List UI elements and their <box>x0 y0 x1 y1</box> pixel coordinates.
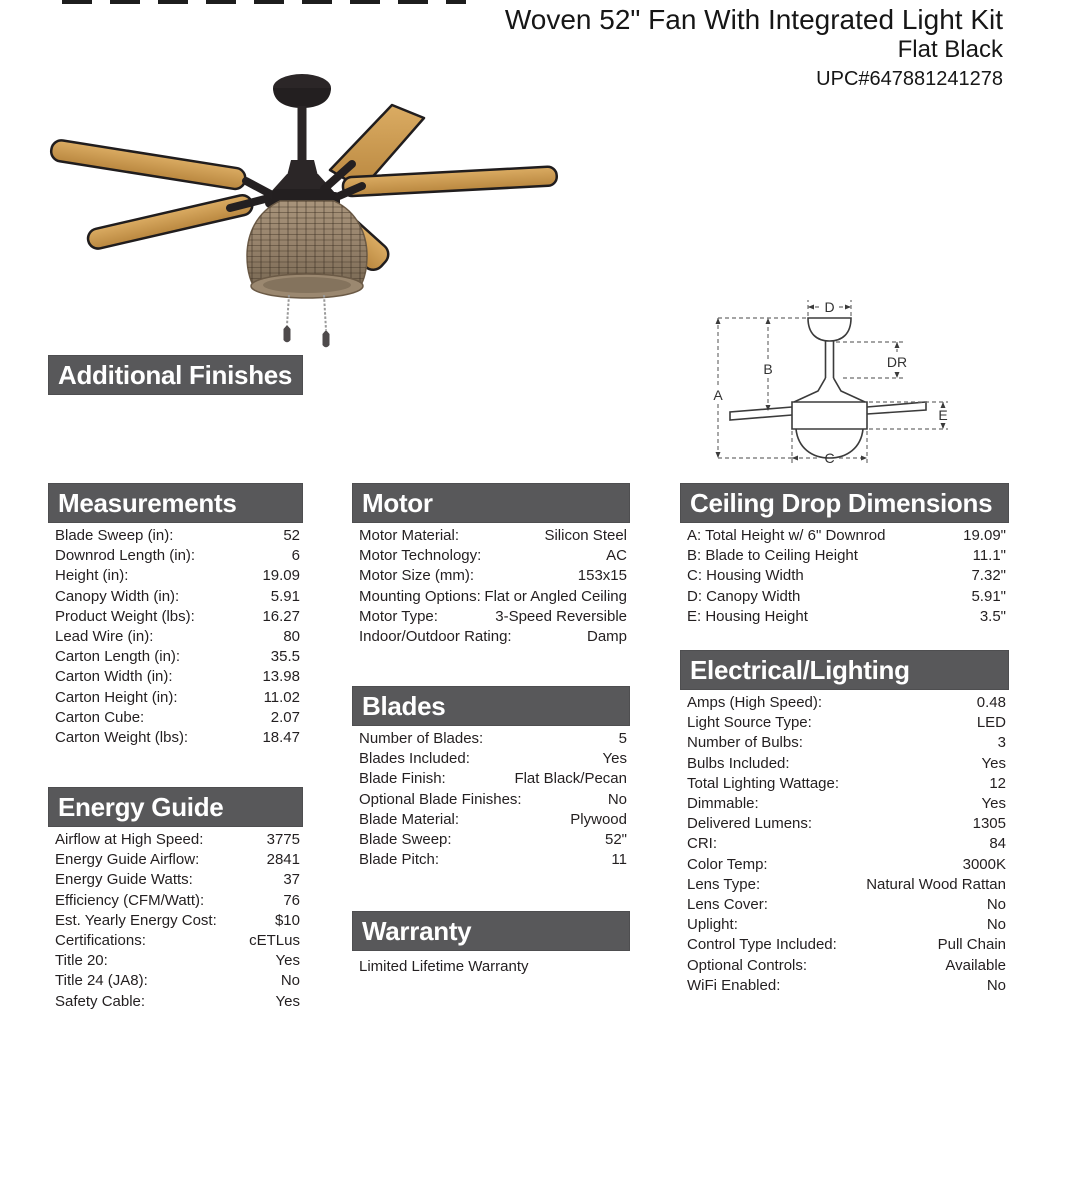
spec-value: Yes <box>602 750 627 768</box>
spec-value: 2841 <box>266 851 300 869</box>
spec-row <box>680 895 1009 915</box>
spec-value: Yes <box>981 795 1006 813</box>
spec-row <box>48 870 303 890</box>
spec-row <box>680 526 1009 546</box>
spec-row <box>48 627 303 647</box>
spec-value: 11.02 <box>263 688 300 706</box>
section-blades <box>352 686 630 870</box>
fan-coupler <box>287 160 318 176</box>
spec-value: Damp <box>586 628 627 646</box>
spec-row <box>680 855 1009 875</box>
spec-value: Plywood <box>570 810 627 828</box>
spec-label: Carton Width (in): <box>55 668 173 686</box>
section-header-ceiling-drop <box>680 483 1009 523</box>
spec-value: No <box>986 976 1006 994</box>
spec-value: 1305 <box>972 815 1006 833</box>
spec-row <box>48 728 303 748</box>
spec-row <box>48 566 303 586</box>
spec-value: Natural Wood Rattan <box>866 875 1006 893</box>
ceiling-drop-rows <box>680 526 1009 627</box>
section-motor <box>352 483 630 647</box>
section-warranty <box>352 911 630 977</box>
section-title: Warranty <box>362 916 472 946</box>
spec-row <box>680 754 1009 774</box>
spec-value: 76 <box>283 891 300 909</box>
spec-row <box>680 774 1009 794</box>
warranty-note: Limited Lifetime Warranty <box>359 958 529 975</box>
spec-value: No <box>986 896 1006 914</box>
spec-label: Energy Guide Watts: <box>55 871 193 889</box>
spec-label: Amps (High Speed): <box>687 694 823 711</box>
spec-label: Color Temp: <box>687 855 768 873</box>
spec-label: Efficiency (CFM/Watt): <box>55 891 205 909</box>
spec-row <box>352 607 630 627</box>
spec-row <box>48 546 303 566</box>
spec-row <box>352 749 630 769</box>
spec-label: B: Blade to Ceiling Height <box>687 547 858 565</box>
spec-row <box>352 546 630 566</box>
spec-label: Title 20: <box>55 952 108 970</box>
spec-label: Est. Yearly Energy Cost: <box>55 911 217 929</box>
spec-value: 6 <box>291 547 300 565</box>
spec-label: Motor Size (mm): <box>359 567 475 585</box>
spec-row <box>680 794 1009 814</box>
spec-row <box>680 915 1009 935</box>
spec-value: 3775 <box>266 831 300 848</box>
spec-value: 0.48 <box>976 694 1006 711</box>
spec-label: Blade Pitch: <box>359 851 440 869</box>
spec-label: Mounting Options: <box>359 587 481 605</box>
spec-value: Available <box>945 956 1006 974</box>
spec-label: Blade Finish: <box>359 770 446 788</box>
spec-row <box>352 810 630 830</box>
spec-label: Safety Cable: <box>55 992 146 1010</box>
section-title: Ceiling Drop Dimensions <box>690 488 993 518</box>
spec-label: Optional Controls: <box>687 956 808 974</box>
spec-label: Carton Height (in): <box>55 688 178 706</box>
rattan-basket-shade <box>245 195 370 298</box>
spec-label: Blade Sweep (in): <box>55 527 174 544</box>
spec-value: 19.09" <box>963 527 1006 544</box>
diagram-label-d: D <box>824 299 835 315</box>
spec-row <box>48 647 303 667</box>
spec-value: 11 <box>611 851 627 869</box>
spec-label: Number of Bulbs: <box>687 734 803 752</box>
additional-finishes-section <box>48 355 303 395</box>
spec-label: D: Canopy Width <box>687 587 801 605</box>
spec-row <box>352 850 630 870</box>
spec-row <box>680 834 1009 854</box>
spec-value: 37 <box>283 871 300 889</box>
spec-value: 3000K <box>962 855 1006 873</box>
spec-value: 5.91" <box>971 587 1006 605</box>
spec-label: Carton Weight (lbs): <box>55 729 189 747</box>
spec-label: Title 24 (JA8): <box>55 972 148 990</box>
spec-row <box>352 830 630 850</box>
spec-value: 84 <box>989 835 1006 853</box>
spec-label: Blade Material: <box>359 810 460 828</box>
spec-value: 80 <box>283 628 300 646</box>
spec-label: Airflow at High Speed: <box>55 831 204 848</box>
diagram-label-dr: DR <box>886 354 908 370</box>
spec-row <box>680 935 1009 955</box>
ceiling-drop-diagram <box>708 290 960 470</box>
section-header-energy-guide <box>48 787 303 827</box>
spec-label: Product Weight (lbs): <box>55 607 195 625</box>
section-header-warranty <box>352 911 630 951</box>
electrical-rows <box>680 693 1009 996</box>
spec-value: Yes <box>275 992 300 1010</box>
spec-value: $10 <box>274 911 300 929</box>
spec-row <box>680 713 1009 733</box>
spec-label: WiFi Enabled: <box>687 976 781 994</box>
spec-row <box>680 546 1009 566</box>
spec-label: A: Total Height w/ 6" Downrod <box>687 527 886 544</box>
spec-row <box>680 566 1009 586</box>
spec-row <box>680 587 1009 607</box>
fan-downrod <box>298 106 307 162</box>
spec-value: 11.1" <box>972 547 1006 565</box>
spec-row <box>352 769 630 789</box>
spec-label: Lead Wire (in): <box>55 628 154 646</box>
spec-label: Number of Blades: <box>359 730 484 747</box>
spec-value: 52" <box>604 831 627 849</box>
spec-value: Flat or Angled Ceiling <box>484 587 627 605</box>
spec-label: Carton Length (in): <box>55 648 181 666</box>
spec-value: No <box>280 972 300 990</box>
section-title: Electrical/Lighting <box>690 655 910 685</box>
spec-row <box>48 992 303 1012</box>
spec-value: 3 <box>997 734 1006 752</box>
spec-label: Blades Included: <box>359 750 470 768</box>
spec-value: 18.47 <box>262 729 300 747</box>
spec-label: Energy Guide Airflow: <box>55 851 200 869</box>
spec-value: No <box>986 916 1006 934</box>
product-title: Woven 52" Fan With Integrated Light Kit <box>504 4 1003 35</box>
cropped-header-text-remnant <box>62 0 466 4</box>
spec-label: Optional Blade Finishes: <box>359 790 522 808</box>
spec-row <box>680 976 1009 996</box>
spec-label: Total Lighting Wattage: <box>687 774 840 792</box>
spec-row <box>48 951 303 971</box>
spec-row <box>680 875 1009 895</box>
section-electrical-lighting <box>680 650 1009 996</box>
spec-row <box>48 607 303 627</box>
pull-chains <box>284 295 330 347</box>
spec-value: cETLus <box>249 932 300 950</box>
section-measurements <box>48 483 303 748</box>
section-title: Energy Guide <box>58 792 224 822</box>
spec-row <box>352 587 630 607</box>
diagram-label-b: B <box>763 361 773 377</box>
spec-row <box>352 729 630 749</box>
spec-value: 35.5 <box>270 648 300 666</box>
spec-row <box>48 891 303 911</box>
spec-row <box>48 830 303 850</box>
spec-row <box>48 587 303 607</box>
spec-row <box>48 667 303 687</box>
spec-row <box>352 627 630 647</box>
motor-rows <box>352 526 630 647</box>
spec-value: Pull Chain <box>937 936 1006 954</box>
section-title: Measurements <box>58 488 237 518</box>
spec-label: Control Type Included: <box>687 936 837 954</box>
section-header-measurements <box>48 483 303 523</box>
spec-value: LED <box>976 714 1006 732</box>
section-header-electrical-lighting <box>680 650 1009 690</box>
spec-value: 3.5" <box>979 607 1006 625</box>
spec-row <box>48 708 303 728</box>
spec-value: 19.09 <box>262 567 300 585</box>
spec-label: Dimmable: <box>687 795 759 813</box>
spec-row <box>48 526 303 546</box>
diagram-label-c: C <box>824 450 835 466</box>
spec-row <box>48 911 303 931</box>
spec-label: Delivered Lumens: <box>687 815 813 833</box>
section-title: Motor <box>362 488 433 518</box>
section-energy-guide <box>48 787 303 1012</box>
spec-value: 5 <box>618 730 627 747</box>
spec-value: Flat Black/Pecan <box>514 770 627 788</box>
fan-canopy <box>273 74 331 108</box>
spec-row <box>680 814 1009 834</box>
spec-label: E: Housing Height <box>687 607 808 625</box>
spec-label: Blade Sweep: <box>359 831 452 849</box>
spec-row <box>352 566 630 586</box>
spec-row <box>680 733 1009 753</box>
spec-row <box>680 693 1009 713</box>
diagram-arrowheads <box>716 305 946 461</box>
spec-label: Motor Type: <box>359 607 438 625</box>
spec-value: 5.91 <box>270 587 300 605</box>
spec-value: 13.98 <box>262 668 300 686</box>
product-upc: UPC#647881241278 <box>816 68 1003 90</box>
diagram-fan-outline <box>730 318 926 458</box>
spec-label: Lens Type: <box>687 875 761 893</box>
diagram-dimension-lines <box>718 300 948 465</box>
spec-row <box>48 688 303 708</box>
additional-finishes-title: Additional Finishes <box>58 360 293 390</box>
spec-label: C: Housing Width <box>687 567 804 585</box>
spec-row <box>48 850 303 870</box>
spec-value: 153x15 <box>577 567 627 585</box>
spec-value: 12 <box>989 774 1006 792</box>
spec-row <box>352 526 630 546</box>
blades-rows <box>352 729 630 870</box>
spec-label: Uplight: <box>687 916 738 934</box>
spec-value: 7.32" <box>971 567 1006 585</box>
diagram-label-e: E <box>938 407 948 423</box>
section-header-blades <box>352 686 630 726</box>
spec-value: AC <box>606 547 627 565</box>
spec-label: Certifications: <box>55 932 146 950</box>
section-title: Blades <box>362 691 446 721</box>
section-ceiling-drop-dimensions <box>680 483 1009 627</box>
fan-blade-left <box>50 139 247 190</box>
spec-value: 3-Speed Reversible <box>495 607 627 625</box>
additional-finishes-header <box>48 355 303 395</box>
spec-label: Lens Cover: <box>687 896 768 914</box>
spec-row <box>48 931 303 951</box>
spec-label: CRI: <box>687 835 717 853</box>
spec-label: Height (in): <box>55 567 129 585</box>
spec-label: Motor Material: <box>359 527 460 544</box>
spec-row <box>680 607 1009 627</box>
spec-row <box>352 790 630 810</box>
fan-blade-lower-left <box>86 193 254 250</box>
product-finish: Flat Black <box>897 36 1003 63</box>
spec-value: 2.07 <box>270 708 300 726</box>
measurements-rows <box>48 526 303 748</box>
spec-value: Yes <box>981 754 1006 772</box>
spec-label: Light Source Type: <box>687 714 812 732</box>
spec-label: Indoor/Outdoor Rating: <box>359 628 512 646</box>
energy-guide-rows <box>48 830 303 1012</box>
spec-value: No <box>607 790 627 808</box>
section-header-motor <box>352 483 630 523</box>
spec-label: Downrod Length (in): <box>55 547 196 565</box>
spec-label: Canopy Width (in): <box>55 587 180 605</box>
spec-value: Silicon Steel <box>544 527 627 544</box>
spec-label: Motor Technology: <box>359 547 482 565</box>
spec-label: Carton Cube: <box>55 708 145 726</box>
spec-value: 16.27 <box>262 607 300 625</box>
spec-value: Yes <box>275 952 300 970</box>
spec-row <box>680 956 1009 976</box>
spec-label: Bulbs Included: <box>687 754 790 772</box>
spec-value: 52 <box>283 527 300 544</box>
fan-product-image <box>40 65 640 355</box>
diagram-label-a: A <box>713 387 723 403</box>
spec-row <box>48 971 303 991</box>
